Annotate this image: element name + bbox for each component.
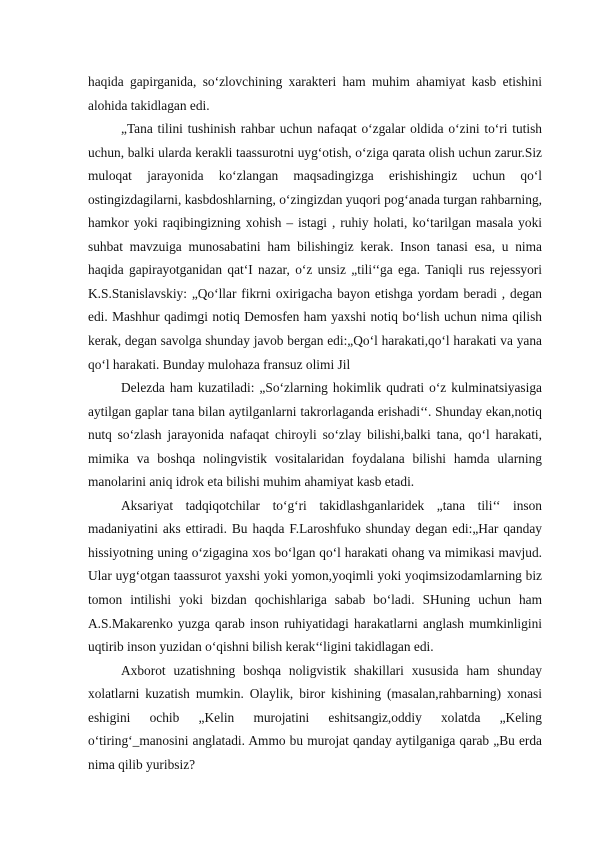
paragraph-1: haqida gapirganida, so‘zlovchining xarakteri ham muhim ahamiyat kasb etishini alohida takidlagan edi. (88, 74, 542, 113)
document-page (88, 70, 542, 776)
paragraph-4: Aksariyat tadqiqotchilar to‘g‘ri takidlashganlaridek „tana tili‘‘ inson madaniyatini aks ettiradi. Bu haqda F.Laroshfuko shunday degan edi:„Har qanday hissiyotning uning o‘zigagina xos bo‘lgan qo‘l harakati ohang va mimikasi mavjud. Ular uyg‘otgan taassurot yaxshi yoki yomon,yoqimli yoki yoqimsizodamlarning biz tomon intilishi yoki bizdan qochishlariga sabab bo‘ladi. SHuning uchun ham A.S.Makarenko yuzga qarab inson ruhiyatidagi harakatlarni anglash mumkinligini uqtirib inson yuzidan o‘qishni bilish kerak‘‘ligini takidlagan edi. (88, 497, 542, 655)
paragraph-2: „Tana tilini tushinish rahbar uchun nafaqat o‘zgalar oldida o‘zini to‘ri tutish uchun, balki ularda kerakli taassurotni uyg‘otish, o‘ziga qarata olish uchun zarur.Siz muloqat jarayonida ko‘zlangan maqsadingizga erishishingiz uchun qo‘l ostingizdagilarni, kasbdoshlarning, o‘zingizdan yuqori pog‘anada turgan rahbarning, hamkor yoki raqibingizning xohish – istagi , ruhiy holati, ko‘tarilgan masala yoki suhbat mavzuiga munosabatini ham bilishingiz kerak. Inson tanasi esa, u nima haqida gapirayotganidan qat‘I nazar, o‘z unsiz „tili‘‘ga ega. Taniqli rus rejessyori K.S.Stanislavskiy: „Qo‘llar fikrni oxirigacha bayon etishga yordam beradi , degan edi. Mashhur qadimgi notiq Demosfen ham yaxshi notiq bo‘lish uchun nima qilish kerak, degan savolga shunday javob bergan edi:„Qo‘l harakati,qo‘l harakati va yana qo‘l harakati. Bunday mulohaza fransuz olimi Jil (88, 121, 542, 372)
paragraph-3: Delezda ham kuzatiladi: „So‘zlarning hokimlik qudrati o‘z kulminatsiyasiga aytilgan gaplar tana bilan aytilganlarni takrorlaganda erishadi‘‘. Shunday ekan,notiq nutq so‘zlash jarayonida nafaqat chiroyli so‘zlay bilishi,balki tana, qo‘l harakati, mimika va boshqa nolingvistik vositalaridan foydalana bilishi hamda ularning manolarini aniq idrok eta bilishi muhim ahamiyat kasb etadi. (88, 380, 542, 490)
paragraph-5: Axborot uzatishning boshqa noligvistik shakillari xususida ham shunday xolatlarni kuzatish mumkin. Olaylik, biror kishining (masalan,rahbarning) xonasi eshigini ochib „Kelin murojatini eshitsangiz,oddiy xolatda „Keling o‘tiring‘_manosini anglatadi. Ammo bu murojat qanday aytilganiga qarab „Bu erda nima qilib yuribsiz? (88, 662, 542, 772)
